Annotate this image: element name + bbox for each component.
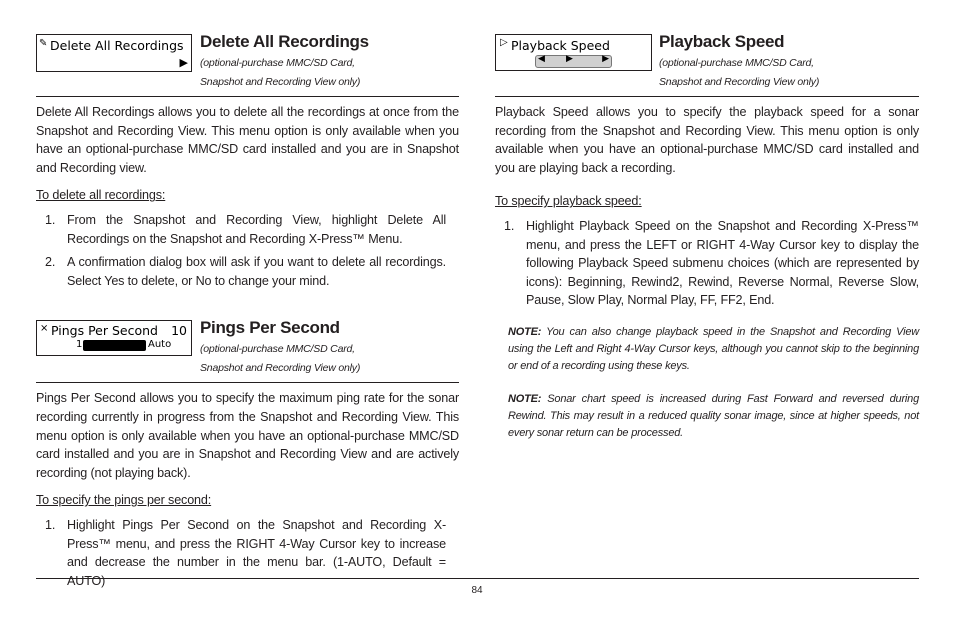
intro-text: allows you to specify the playback speed for a sonar recording from the Snapshot and Recording View. This menu option is only available when you have an optional-purchase MMC/SD card installed and you are playing back a recording.	[495, 105, 919, 175]
menu-label: Pings Per Second	[51, 323, 158, 339]
section-subtitle-1: (optional-purchase MMC/SD Card,	[200, 57, 355, 69]
playback-speed-selector	[535, 55, 612, 68]
delete-steps	[36, 211, 446, 290]
playback-speed-menu-illustration	[495, 34, 652, 71]
page-number: 84	[471, 585, 483, 596]
play-outline-icon: ▷	[500, 37, 508, 48]
note-label: NOTE:	[508, 325, 542, 338]
footer-divider	[36, 578, 919, 579]
section-title: Delete All Recordings	[200, 32, 369, 51]
note-text: Sonar chart speed is increased during Fast Forward and reversed during Rewind. This may result in a reduced quality sonar image, since at higher speeds, not every sonar return can be processed.	[508, 392, 919, 439]
delete-procedure-title: To delete all recordings:	[36, 188, 166, 203]
play-icon: ▶	[566, 54, 573, 64]
intro-term: Playback Speed	[495, 105, 589, 119]
playback-note-1	[508, 324, 919, 375]
step-number: 1.	[504, 218, 515, 233]
delete-recordings-header	[36, 34, 459, 97]
step-text: A confirmation dialog box will ask if you want to delete all recordings. Select Yes to delete, or No to change your mind.	[67, 255, 446, 288]
step-text: Highlight Playback Speed on the Snapshot and Recording X-Press™ menu, and press the LEFT or RIGHT 4-Way Cursor key to display the following Playback Speed submenu choices (which are represented by icons): Beginning, Rewind2, Rewind, Reverse Normal, Reverse Slow, Pause, Slow Play, Normal Play, FF, FF2, End.	[526, 218, 919, 308]
section-subtitle-2: Snapshot and Recording View only)	[200, 362, 361, 375]
section-title: Pings Per Second	[200, 318, 340, 338]
list-item	[36, 211, 446, 248]
arrow-right-icon: ▶	[602, 54, 609, 64]
ping-rate-slider	[83, 340, 146, 351]
bar-max-label: Auto	[148, 339, 172, 351]
pings-per-second-header	[36, 320, 459, 383]
intro-term: Pings Per Second	[36, 391, 136, 406]
step-number: 1.	[45, 517, 56, 532]
arrow-right-icon: ▶	[179, 56, 188, 69]
pings-steps	[36, 516, 446, 590]
section-subtitle-1: (optional-purchase MMC/SD Card,	[659, 57, 814, 69]
ping-icon: ⨯	[40, 323, 49, 335]
menu-label: Playback Speed	[511, 38, 610, 53]
bar-min-label: 1	[76, 339, 83, 351]
step-number: 1.	[45, 212, 56, 227]
menu-label: Delete All Recordings	[50, 38, 184, 53]
list-item	[495, 217, 919, 310]
delete-recordings-menu-illustration	[36, 34, 192, 72]
list-item	[36, 516, 446, 590]
playback-speed-header	[495, 34, 919, 97]
arrow-left-icon: ◀	[538, 54, 545, 64]
playback-procedure-title: To specify playback speed:	[495, 194, 642, 209]
step-text: From the Snapshot and Recording View, highlight Delete All Recordings on the Snapshot and Recording X-Press™ Menu.	[67, 212, 446, 246]
recordings-icon: ✎	[39, 38, 48, 49]
section-subtitle-2: Snapshot and Recording View only)	[659, 76, 820, 88]
left-column	[36, 34, 459, 590]
intro-text: allows you to specify the maximum ping rate for the sonar recording currently in progress from the Snapshot and Recording View. This menu option is only available when you have an optional-purchase MMC/SD card installed and you are in Snapshot and Recording View and are actively recording (not playing back).	[36, 391, 459, 480]
pings-procedure-title: To specify the pings per second:	[36, 493, 212, 508]
note-label: NOTE:	[508, 392, 542, 405]
delete-intro-paragraph	[36, 103, 459, 177]
step-text: Highlight Pings Per Second on the Snapshot and Recording X-Press™ menu, and press the RIGHT 4-Way Cursor key to increase and decrease the number in the menu bar. (1-AUTO, Default = AUTO)	[67, 517, 446, 588]
section-subtitle-2: Snapshot and Recording View only)	[200, 76, 361, 88]
playback-steps	[495, 217, 919, 310]
section-subtitle-1: (optional-purchase MMC/SD Card,	[200, 343, 355, 356]
pings-intro-paragraph	[36, 389, 459, 482]
intro-term: Delete All Recordings	[36, 105, 155, 119]
section-title: Playback Speed	[659, 32, 785, 51]
step-number: 2.	[45, 255, 56, 270]
right-column	[495, 34, 919, 442]
note-text: You can also change playback speed in the Snapshot and Recording View using the Left and Right 4-Way Cursor keys, although you cannot skip to the beginning or end of a recording using these keys.	[508, 325, 919, 372]
intro-text: allows you to delete all the recordings at once from the Snapshot and Recording View. This menu option is only available when you have an optional-purchase MMC/SD card installed and you are in Snapshot and Recording view.	[36, 105, 459, 175]
list-item	[36, 253, 446, 290]
playback-note-2	[508, 391, 919, 442]
playback-intro-paragraph	[495, 103, 919, 177]
pings-per-second-menu-illustration	[36, 320, 192, 356]
menu-value: 10	[171, 323, 187, 339]
